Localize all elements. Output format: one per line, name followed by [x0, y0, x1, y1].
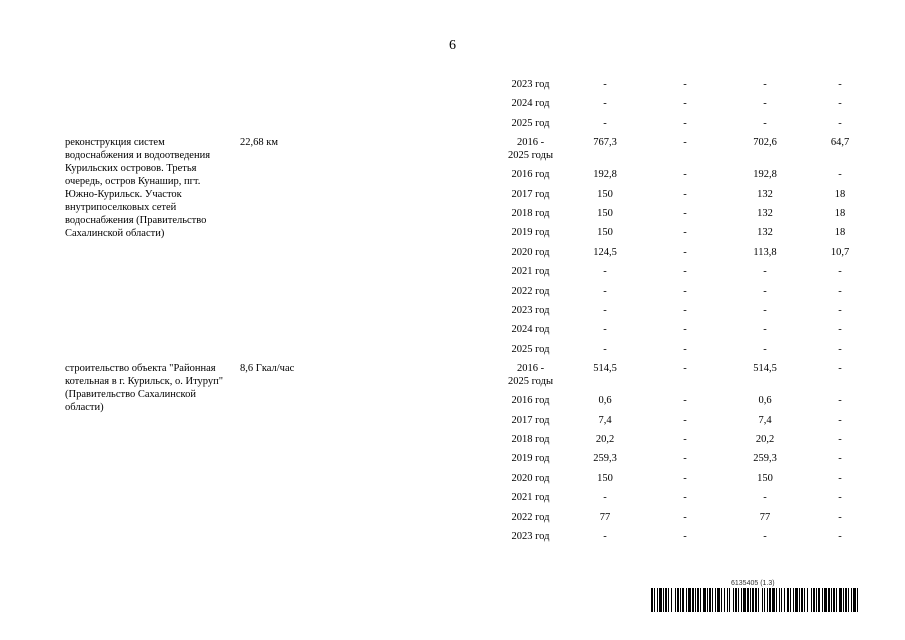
value-cell: -: [603, 98, 607, 110]
year-cell: 2021 год: [511, 266, 550, 278]
value-cell: -: [683, 363, 687, 375]
value-cell: 132: [757, 227, 773, 239]
barcode-bar: [724, 588, 725, 612]
year-cell: 2018 год: [511, 434, 550, 445]
year-cell: 2017 год: [511, 414, 550, 426]
barcode-bar: [843, 588, 844, 612]
value-cell: -: [603, 531, 607, 542]
value-cell: -: [838, 453, 842, 465]
year-cell: 2016 год: [511, 169, 550, 181]
value-cell: -: [683, 169, 687, 181]
value-cell: -: [603, 324, 607, 336]
barcode-bar: [807, 588, 808, 612]
barcode-bar: [769, 588, 771, 612]
value-cell: 18: [834, 188, 846, 200]
barcode-number: 6135405 (1.3): [731, 580, 775, 587]
barcode-bar: [675, 588, 676, 612]
value-cell: -: [763, 531, 767, 542]
barcode-bar: [790, 588, 791, 612]
barcode-bar: [857, 588, 858, 612]
value-cell: -: [838, 414, 842, 426]
barcode-bar: [764, 588, 765, 612]
year-cell: 2020 год: [511, 246, 550, 258]
page-number: 6: [449, 38, 456, 53]
year-cell: 2021 год: [511, 492, 550, 504]
barcode-bar: [688, 588, 691, 612]
year-cell: 2024 год: [511, 98, 550, 110]
value-cell: -: [683, 324, 687, 336]
value-cell: -: [763, 492, 767, 504]
value-cell: -: [683, 453, 687, 465]
value-cell: -: [683, 343, 687, 355]
barcode-bar: [741, 588, 742, 612]
value-cell: -: [838, 169, 842, 181]
barcode-bar: [750, 588, 751, 612]
barcode-bar: [787, 588, 789, 612]
year-cell: 2019 год: [511, 453, 550, 465]
year-cell: 2022 год: [511, 511, 550, 523]
year-cell: 2016 - 2025 годы: [508, 363, 554, 388]
value-cell: 150: [597, 472, 613, 484]
value-cell: -: [683, 137, 687, 149]
value-cell: -: [683, 79, 687, 90]
year-cell: 2016 - 2025 годы: [508, 137, 554, 162]
value-cell: -: [683, 531, 687, 542]
value-cell: 7,4: [598, 414, 612, 426]
barcode-bar: [659, 588, 662, 612]
barcode-bar: [779, 588, 780, 612]
value-cell: -: [603, 305, 607, 316]
barcode-bar: [671, 588, 672, 612]
value-cell: -: [603, 285, 607, 297]
barcode-bar: [715, 588, 716, 612]
barcode-bar: [727, 588, 728, 612]
barcode-bar: [755, 588, 757, 612]
barcode-bar: [682, 588, 684, 612]
barcode-bar: [735, 588, 737, 612]
value-cell: -: [838, 79, 842, 90]
barcode-bar: [824, 588, 827, 612]
value-cell: -: [838, 305, 842, 316]
value-cell: 150: [597, 208, 613, 219]
barcode: [651, 588, 859, 612]
barcode-bar: [799, 588, 800, 612]
value-cell: 7,4: [758, 414, 772, 426]
value-cell: -: [838, 511, 842, 523]
barcode-bar: [845, 588, 847, 612]
value-cell: 64,7: [830, 137, 850, 149]
barcode-bar: [738, 588, 739, 612]
barcode-bar: [677, 588, 679, 612]
barcode-bar: [752, 588, 754, 612]
value-cell: -: [683, 472, 687, 484]
barcode-bar: [657, 588, 658, 612]
value-cell: 0,6: [598, 395, 612, 407]
barcode-bar: [721, 588, 722, 612]
barcode-bar: [784, 588, 785, 612]
barcode-bar: [836, 588, 837, 612]
barcode-bar: [692, 588, 694, 612]
barcode-bar: [695, 588, 696, 612]
barcode-bar: [717, 588, 720, 612]
value-cell: -: [763, 79, 767, 90]
row-description: строительство объекта "Районная котельная в г. Курильск, о. Итуруп" (Правительство Сахалинской области): [65, 363, 224, 414]
barcode-bar: [712, 588, 713, 612]
value-cell: 77: [599, 511, 611, 523]
value-cell: 767,3: [593, 137, 617, 149]
year-cell: 2019 год: [511, 227, 550, 239]
barcode-bar: [743, 588, 746, 612]
value-cell: -: [838, 285, 842, 297]
barcode-bar: [816, 588, 817, 612]
value-cell: -: [603, 266, 607, 278]
year-cell: 2023 год: [511, 79, 550, 90]
barcode-bar: [697, 588, 699, 612]
value-cell: 259,3: [753, 453, 777, 465]
barcode-bar: [793, 588, 794, 612]
value-cell: -: [838, 492, 842, 504]
value-cell: 20,2: [595, 434, 615, 445]
value-cell: 514,5: [593, 363, 617, 375]
year-cell: 2017 год: [511, 188, 550, 200]
barcode-bar: [700, 588, 701, 612]
value-cell: -: [683, 188, 687, 200]
barcode-bar: [668, 588, 669, 612]
barcode-bar: [651, 588, 653, 612]
value-cell: 132: [757, 188, 773, 200]
value-cell: 192,8: [753, 169, 777, 181]
year-cell: 2025 год: [511, 117, 550, 129]
barcode-bar: [831, 588, 832, 612]
value-cell: -: [763, 285, 767, 297]
value-cell: -: [683, 305, 687, 316]
year-cell: 2018 год: [511, 208, 550, 219]
value-cell: -: [683, 98, 687, 110]
value-cell: -: [683, 492, 687, 504]
value-cell: -: [838, 472, 842, 484]
value-cell: -: [763, 98, 767, 110]
value-cell: -: [763, 343, 767, 355]
value-cell: 77: [759, 511, 771, 523]
barcode-bar: [709, 588, 711, 612]
barcode-bar: [707, 588, 708, 612]
barcode-bar: [839, 588, 842, 612]
value-cell: -: [603, 79, 607, 90]
value-cell: -: [603, 492, 607, 504]
year-cell: 2022 год: [511, 285, 550, 297]
barcode-bar: [848, 588, 849, 612]
value-cell: -: [838, 343, 842, 355]
value-cell: 702,6: [753, 137, 777, 149]
value-cell: 514,5: [753, 363, 777, 375]
barcode-bar: [781, 588, 782, 612]
value-cell: -: [603, 343, 607, 355]
barcode-bar: [747, 588, 749, 612]
barcode-bar: [811, 588, 812, 612]
value-cell: 192,8: [593, 169, 617, 181]
row-description: реконструкция систем водоснабжения и водоотведения Курильских островов. Третья очередь, остров Кунашир, пгт. Южно-Курильск. Участок внутрипоселковых сетей водоснабжения (Правительство Сахалинской области): [65, 137, 211, 240]
barcode-bar: [729, 588, 730, 612]
value-cell: -: [683, 285, 687, 297]
value-cell: 259,3: [593, 453, 617, 465]
value-cell: 124,5: [593, 246, 617, 258]
value-cell: 132: [757, 208, 773, 219]
barcode-bar: [813, 588, 815, 612]
barcode-bar: [853, 588, 856, 612]
value-cell: -: [683, 117, 687, 129]
year-cell: 2024 год: [511, 324, 550, 336]
barcode-bar: [762, 588, 763, 612]
value-cell: -: [683, 266, 687, 278]
value-cell: 150: [597, 188, 613, 200]
barcode-bar: [828, 588, 830, 612]
barcode-bar: [851, 588, 852, 612]
value-cell: -: [763, 266, 767, 278]
barcode-bar: [833, 588, 835, 612]
value-cell: 0,6: [758, 395, 772, 407]
value-cell: 10,7: [830, 246, 850, 258]
barcode-bar: [665, 588, 667, 612]
value-cell: -: [683, 414, 687, 426]
value-cell: -: [603, 117, 607, 129]
year-cell: 2023 год: [511, 531, 550, 542]
value-cell: -: [683, 395, 687, 407]
value-cell: -: [763, 324, 767, 336]
barcode-bar: [733, 588, 734, 612]
year-cell: 2020 год: [511, 472, 550, 484]
value-cell: -: [683, 227, 687, 239]
barcode-bar: [686, 588, 687, 612]
value-cell: 18: [834, 227, 846, 239]
value-cell: -: [838, 434, 842, 445]
barcode-bar: [663, 588, 664, 612]
barcode-bar: [767, 588, 768, 612]
barcode-bar: [654, 588, 655, 612]
value-cell: 18: [834, 208, 846, 219]
row-capacity: 8,6 Гкал/час: [240, 363, 295, 375]
barcode-bar: [758, 588, 759, 612]
value-cell: -: [838, 98, 842, 110]
row-capacity: 22,68 км: [240, 137, 278, 149]
barcode-bar: [703, 588, 706, 612]
year-cell: 2023 год: [511, 305, 550, 316]
value-cell: -: [763, 305, 767, 316]
value-cell: -: [683, 511, 687, 523]
value-cell: -: [763, 117, 767, 129]
value-cell: -: [838, 363, 842, 375]
value-cell: -: [683, 208, 687, 219]
barcode-bar: [818, 588, 820, 612]
barcode-bar: [822, 588, 823, 612]
year-cell: 2025 год: [511, 343, 550, 355]
barcode-bar: [801, 588, 803, 612]
value-cell: -: [838, 531, 842, 542]
barcode-bar: [680, 588, 681, 612]
barcode-bar: [772, 588, 775, 612]
value-cell: -: [838, 395, 842, 407]
year-cell: 2016 год: [511, 395, 550, 407]
value-cell: 150: [757, 472, 773, 484]
value-cell: -: [683, 434, 687, 445]
value-cell: 20,2: [755, 434, 775, 445]
value-cell: -: [683, 246, 687, 258]
value-cell: 113,8: [753, 246, 777, 258]
value-cell: 150: [597, 227, 613, 239]
barcode-bar: [795, 588, 798, 612]
value-cell: -: [838, 266, 842, 278]
value-cell: -: [838, 324, 842, 336]
barcode-bar: [776, 588, 777, 612]
barcode-bar: [804, 588, 805, 612]
value-cell: -: [838, 117, 842, 129]
